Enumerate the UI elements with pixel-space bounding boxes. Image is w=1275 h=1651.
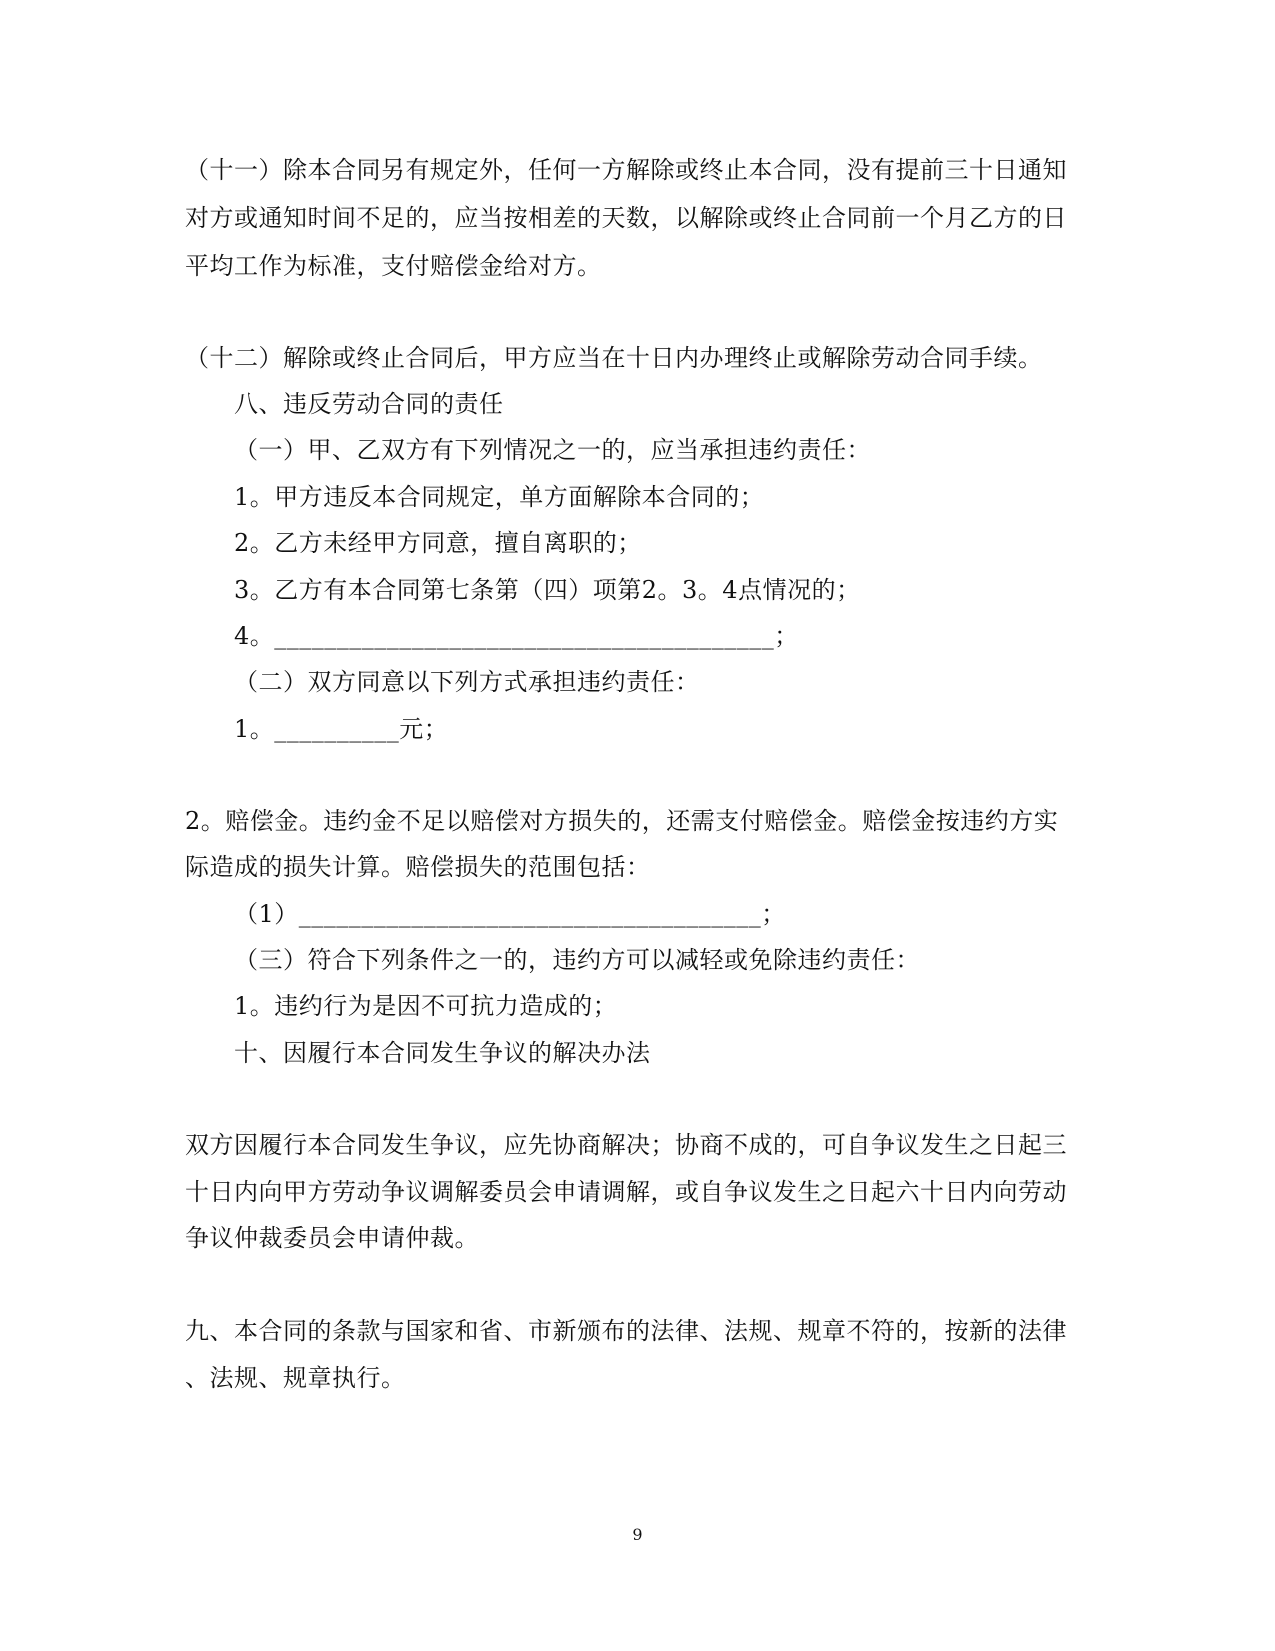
section-8-heading: 八、违反劳动合同的责任 — [234, 390, 504, 418]
sub-1-item-2: 2。乙方未经甲方同意，擅自离职的； — [234, 529, 642, 557]
section-9-line-1: 九、本合同的条款与国家和省、市新颁布的法律、法规、规章不符的，按新的法律 — [185, 1317, 1067, 1345]
sub-2-item-1-blank: 1。__________元； — [234, 715, 449, 743]
clause-12: （十二）解除或终止合同后，甲方应当在十日内办理终止或解除劳动合同手续。 — [185, 344, 1043, 372]
section-10-heading: 十、因履行本合同发生争议的解决办法 — [234, 1039, 651, 1067]
clause-11-line-1: （十一）除本合同另有规定外，任何一方解除或终止本合同，没有提前三十日通知 — [185, 156, 1067, 184]
page-number: 9 — [632, 1525, 643, 1544]
clause-11-line-3: 平均工作为标准，支付赔偿金给对方。 — [185, 252, 602, 280]
sub-3-heading: （三）符合下列条件之一的，违约方可以减轻或免除违约责任： — [234, 946, 920, 974]
sub-1-item-3: 3。乙方有本合同第七条第（四）项第2。3。4点情况的； — [234, 576, 861, 604]
sub-1-item-1: 1。甲方违反本合同规定，单方面解除本合同的； — [234, 483, 765, 511]
sub-3-item-1: 1。违约行为是因不可抗力造成的； — [234, 992, 618, 1020]
sub-1-item-4-blank: 4。________________________________________； — [234, 622, 799, 650]
section-9-line-2: 、法规、规章执行。 — [185, 1364, 406, 1392]
sub-2-item-2-line-1: 2。赔偿金。违约金不足以赔偿对方损失的，还需支付赔偿金。赔偿金按违约方实 — [185, 807, 1059, 835]
clause-11-line-2: 对方或通知时间不足的，应当按相差的天数，以解除或终止合同前一个月乙方的日 — [185, 204, 1067, 232]
dispute-line-3: 争议仲裁委员会申请仲裁。 — [185, 1224, 479, 1252]
damages-scope-blank: （1）_____________________________________； — [234, 900, 786, 928]
dispute-line-1: 双方因履行本合同发生争议，应先协商解决；协商不成的，可自争议发生之日起三 — [185, 1131, 1067, 1159]
sub-2-heading: （二）双方同意以下列方式承担违约责任： — [234, 668, 700, 696]
dispute-line-2: 十日内向甲方劳动争议调解委员会申请调解，或自争议发生之日起六十日内向劳动 — [185, 1178, 1067, 1206]
sub-2-item-2-line-2: 际造成的损失计算。赔偿损失的范围包括： — [185, 853, 651, 881]
sub-1-heading: （一）甲、乙双方有下列情况之一的，应当承担违约责任： — [234, 436, 871, 464]
